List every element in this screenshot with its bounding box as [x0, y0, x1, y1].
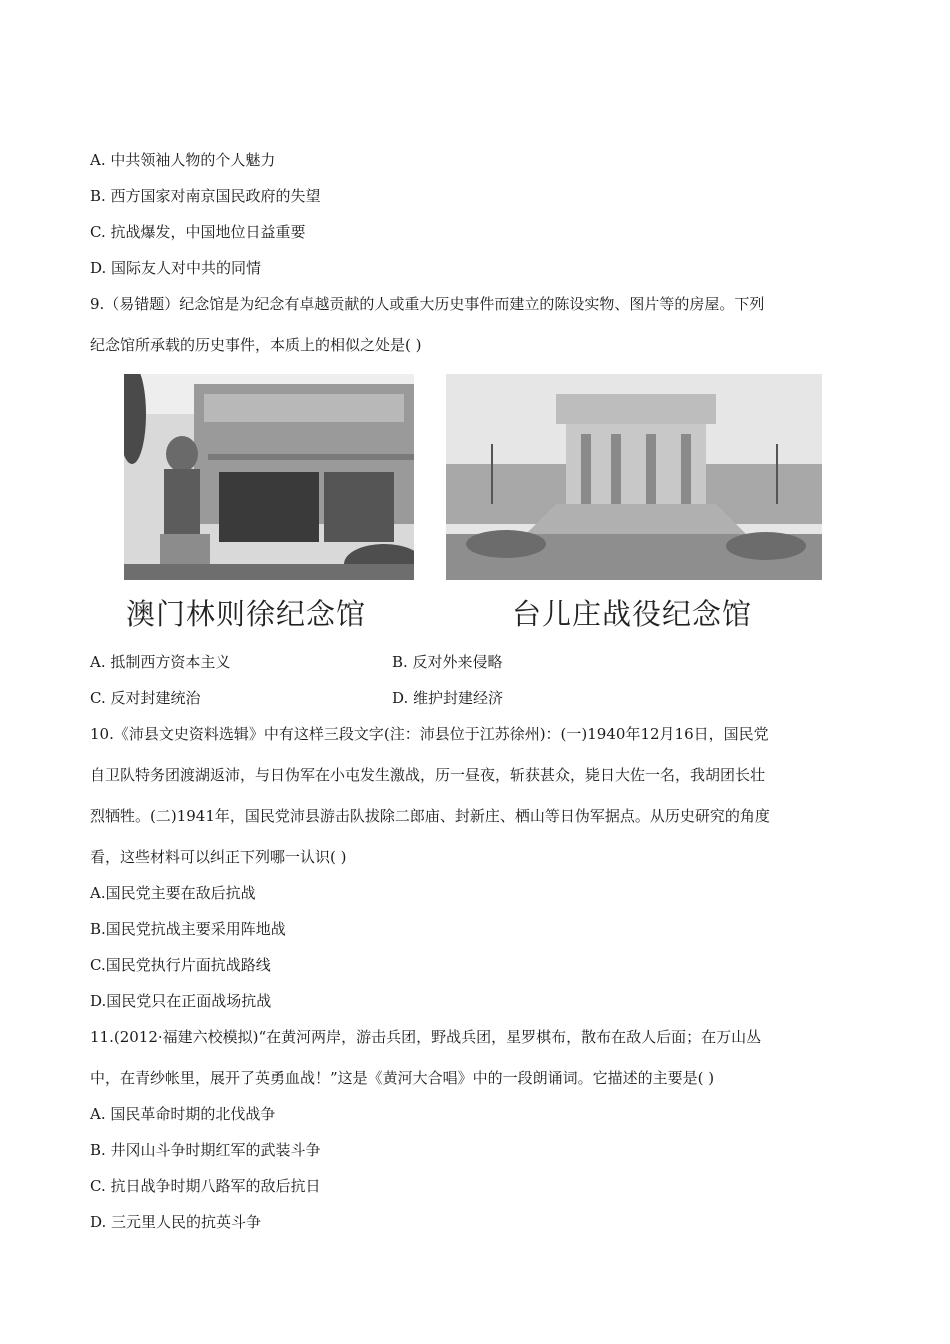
q9-option-a: A. 抵制西方资本主义 [90, 653, 231, 671]
q9-option-c: C. 反对封建统治 [90, 689, 201, 707]
memorial-photos [124, 374, 824, 636]
q8-option-a: A. 中共领袖人物的个人魅力 [90, 151, 276, 169]
q9-stem-line2: 纪念馆所承载的历史事件，本质上的相似之处是( ) [90, 336, 422, 354]
q10-stem-line1: 10.《沛县文史资料选辑》中有这样三段文字(注：沛县位于江苏徐州)：(一)1940年12月16日，国民党 [90, 725, 769, 743]
q9-option-b: B. 反对外来侵略 [392, 653, 503, 671]
q10-option-d: D.国民党只在正面战场抗战 [90, 992, 272, 1010]
q10-stem-line3: 烈牺牲。(二)1941年，国民党沛县游击队拔除二郎庙、封新庄、栖山等日伪军据点。从历史研究的角度 [90, 807, 770, 825]
q11-option-c: C. 抗日战争时期八路军的敌后抗日 [90, 1177, 321, 1195]
q8-option-c: C. 抗战爆发，中国地位日益重要 [90, 223, 306, 241]
caption-taierzhuang-memorial: 台儿庄战役纪念馆 [512, 597, 753, 631]
caption-lin-zexu-memorial: 澳门林则徐纪念馆 [126, 597, 367, 631]
lin-zexu-memorial-photo [124, 374, 414, 580]
q10-option-c: C.国民党执行片面抗战路线 [90, 956, 271, 974]
q8-option-d: D. 国际友人对中共的同情 [90, 259, 262, 277]
q11-stem-line2: 中，在青纱帐里，展开了英勇血战！”这是《黄河大合唱》中的一段朗诵词。它描述的主要是( ) [90, 1069, 715, 1087]
q10-stem-line2: 自卫队特务团渡湖返沛，与日伪军在小屯发生激战，历一昼夜，斩获甚众，毙日大佐一名，我胡团长壮 [90, 766, 766, 784]
q9-stem-line1: 9.（易错题）纪念馆是为纪念有卓越贡献的人或重大历史事件而建立的陈设实物、图片等的房屋。下列 [90, 295, 765, 313]
q10-option-a: A.国民党主要在敌后抗战 [90, 884, 256, 902]
q11-option-b: B. 井冈山斗争时期红军的武装斗争 [90, 1141, 321, 1159]
q10-option-b: B.国民党抗战主要采用阵地战 [90, 920, 286, 938]
q9-option-d: D. 维护封建经济 [392, 689, 504, 707]
q8-option-b: B. 西方国家对南京国民政府的失望 [90, 187, 321, 205]
taierzhuang-memorial-photo [446, 374, 822, 580]
q11-stem-line1: 11.(2012·福建六校模拟)“在黄河两岸，游击兵团，野战兵团，星罗棋布，散布在敌人后面；在万山丛 [90, 1028, 762, 1046]
q10-stem-line4: 看，这些材料可以纠正下列哪一认识( ) [90, 848, 347, 866]
q11-option-a: A. 国民革命时期的北伐战争 [90, 1105, 276, 1123]
q11-option-d: D. 三元里人民的抗英斗争 [90, 1213, 262, 1231]
